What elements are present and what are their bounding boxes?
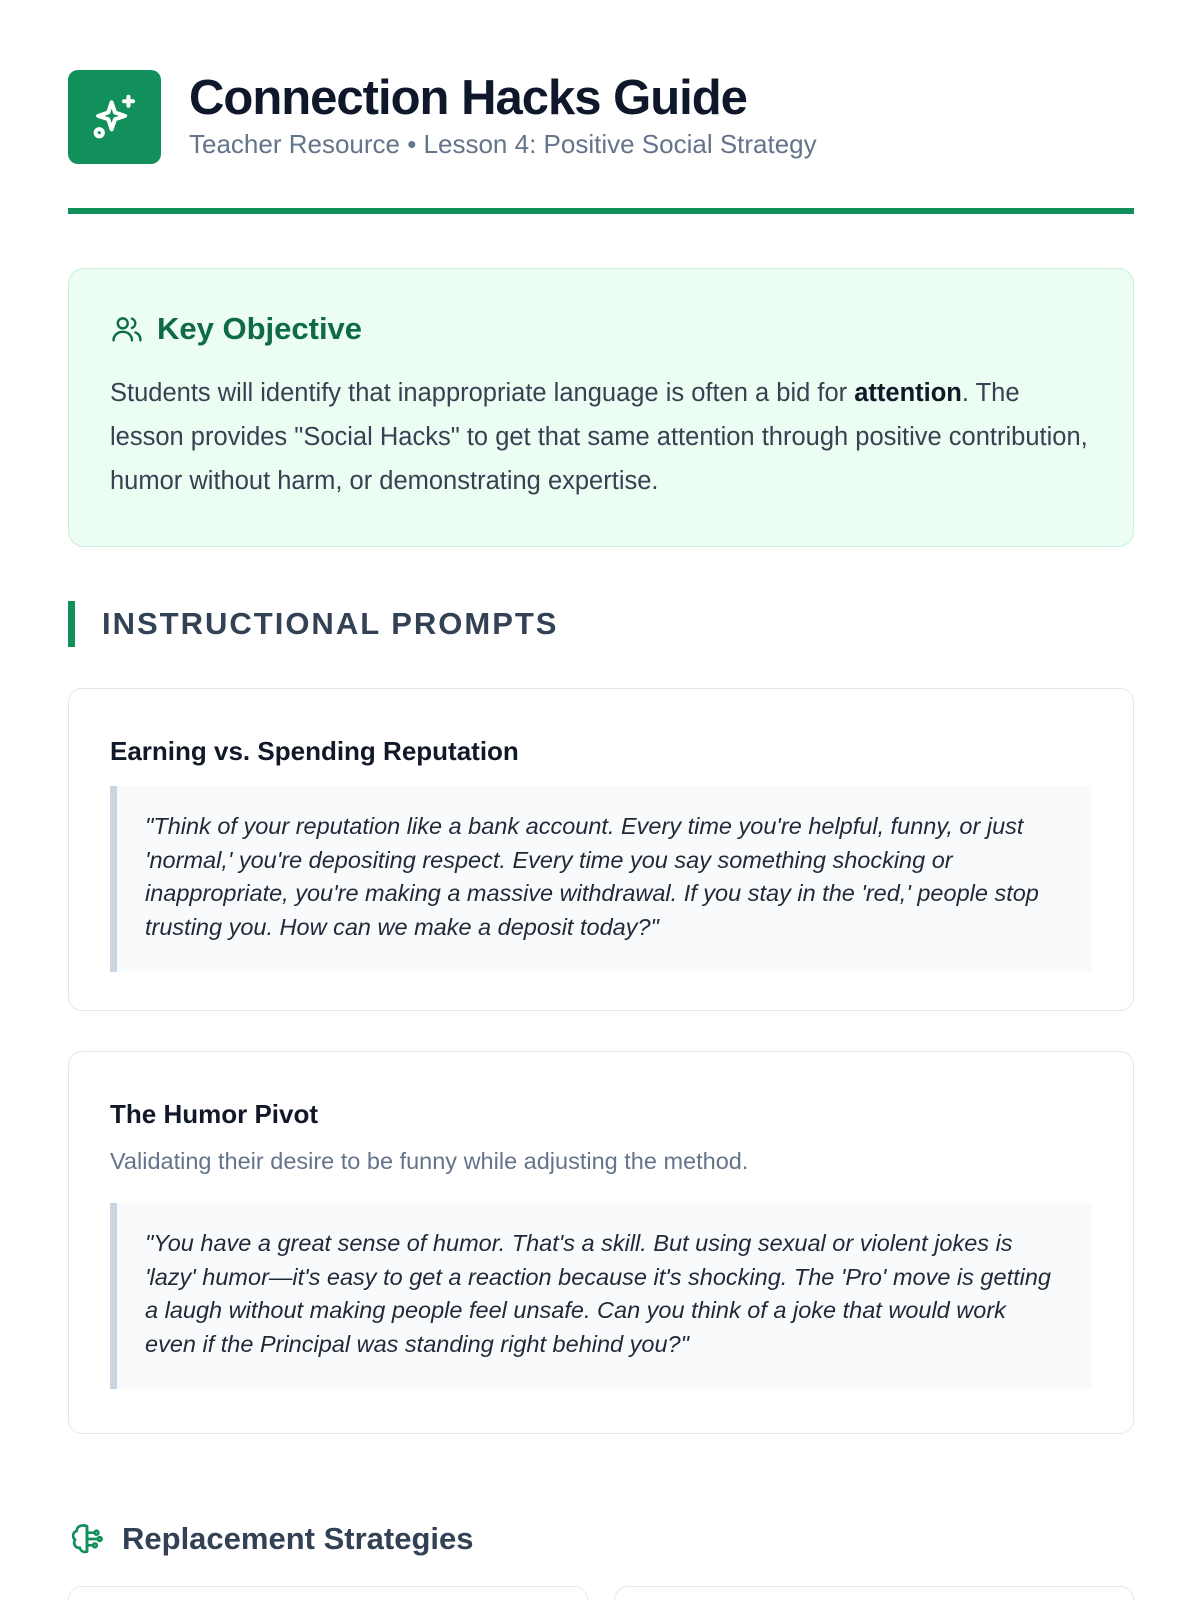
- objective-bold-word: attention: [854, 379, 962, 407]
- replacement-strategies-header: [68, 1519, 473, 1559]
- key-objective-text: [110, 371, 1093, 503]
- users-icon: [110, 312, 144, 346]
- prompt-quote: "Think of your reputation like a bank account. Every time you're helpful, funny, or just 'normal,' you're depositing respect. Every time you say something shocking or inappropriate, you're making a massive withdrawal. If you stay in the 'red,' people stop trusting you. How can we make a deposit today?": [110, 786, 1092, 972]
- strategy-card: [68, 1586, 588, 1600]
- key-objective-header: [110, 309, 1093, 349]
- prompt-quote: "You have a great sense of humor. That's a skill. But using sexual or violent jokes is 'lazy' humor—it's easy to get a reaction because it's shocking. The 'Pro' move is getting a laugh without making people feel unsafe. Can you think of a joke that would work even if the Principal was standing right behind you?": [110, 1203, 1092, 1389]
- page-subtitle: Teacher Resource • Lesson 4: Positive Social Strategy: [189, 129, 817, 159]
- strategy-card: [614, 1586, 1134, 1600]
- header-divider: [68, 208, 1134, 214]
- key-objective-box: [68, 268, 1134, 547]
- prompt-card-subtitle: Validating their desire to be funny while adjusting the method.: [110, 1148, 749, 1174]
- prompt-card-title: The Humor Pivot: [110, 1099, 319, 1129]
- sparkles-icon: [68, 70, 161, 164]
- header-text: [189, 70, 817, 160]
- header: [68, 70, 817, 164]
- objective-text-part: . The lesson provides "Social Hacks" to get that same attention through positive contribution, humor without harm, or demonstrating expertise.: [110, 379, 1088, 495]
- objective-text-part: Students will identify that inappropriate language is often a bid for: [110, 379, 855, 407]
- prompt-card-humor-pivot: [68, 1051, 1134, 1434]
- brain-icon: [68, 1519, 106, 1559]
- section-title: INSTRUCTIONAL PROMPTS: [102, 606, 559, 641]
- prompt-card-reputation: [68, 688, 1134, 1011]
- key-objective-title: Key Objective: [157, 311, 363, 346]
- prompt-card-title: Earning vs. Spending Reputation: [110, 736, 519, 766]
- instructional-prompts-header: [68, 601, 559, 647]
- strategies-title: Replacement Strategies: [122, 1521, 474, 1556]
- section-accent-bar: [68, 601, 75, 647]
- page-title: Connection Hacks Guide: [189, 71, 747, 125]
